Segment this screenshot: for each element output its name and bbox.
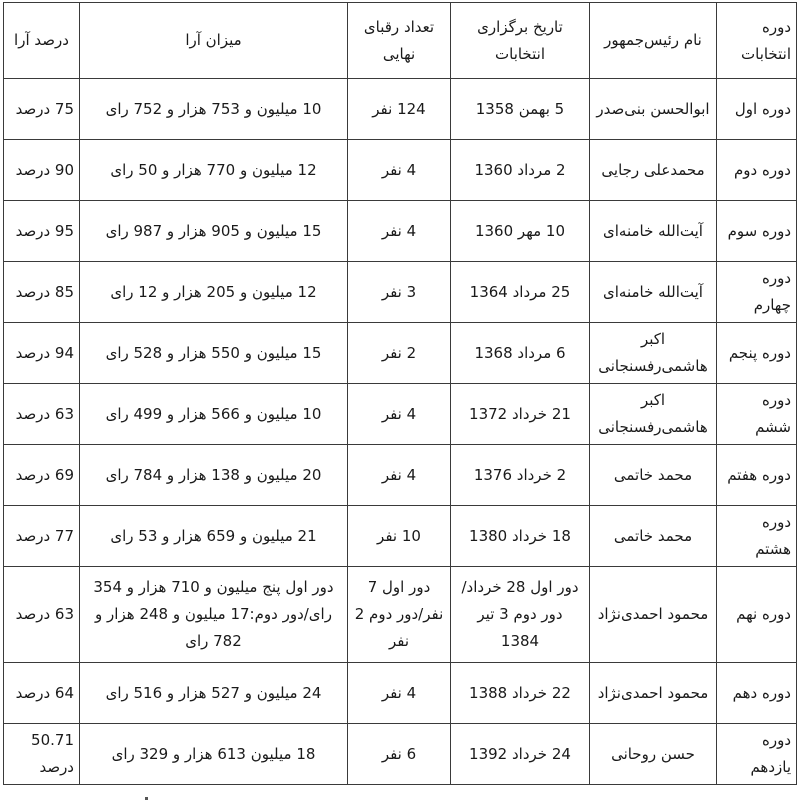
cell-date: دور اول 28 خرداد/دور دوم 3 تیر 1384 [451, 567, 590, 663]
cell-percent: 85 درصد [4, 262, 80, 323]
cell-votes: 20 میلیون و 138 هزار و 784 رای [80, 445, 348, 506]
cell-votes: 15 میلیون و 905 هزار و 987 رای [80, 201, 348, 262]
table-row [4, 201, 797, 262]
cell-percent: 64 درصد [4, 663, 80, 724]
cell-rivals: 3 نفر [348, 262, 451, 323]
table-row [4, 323, 797, 384]
table-row [4, 384, 797, 445]
table-row [4, 140, 797, 201]
cell-votes: 12 میلیون و 770 هزار و 50 رای [80, 140, 348, 201]
cell-president: محمد خاتمی [590, 506, 717, 567]
cell-term: دوره ششم [717, 384, 797, 445]
cell-rivals: 4 نفر [348, 140, 451, 201]
cell-percent: 63 درصد [4, 567, 80, 663]
cell-percent: 77 درصد [4, 506, 80, 567]
cell-rivals: 4 نفر [348, 384, 451, 445]
cell-votes: 21 میلیون و 659 هزار و 53 رای [80, 506, 348, 567]
header-date: تاریخ برگزاری انتخابات [451, 3, 590, 79]
cell-percent: 50.71 درصد [4, 724, 80, 785]
cell-date: 25 مرداد 1364 [451, 262, 590, 323]
cell-votes: 10 میلیون و 566 هزار و 499 رای [80, 384, 348, 445]
cell-percent: 90 درصد [4, 140, 80, 201]
cell-rivals: 10 نفر [348, 506, 451, 567]
cell-date: 6 مرداد 1368 [451, 323, 590, 384]
table-row [4, 445, 797, 506]
header-term: دوره انتخابات [717, 3, 797, 79]
table-row [4, 567, 797, 663]
cell-rivals: 4 نفر [348, 663, 451, 724]
cell-votes: 15 میلیون و 550 هزار و 528 رای [80, 323, 348, 384]
header-rivals: تعداد رقبای نهایی [348, 3, 451, 79]
cell-percent: 69 درصد [4, 445, 80, 506]
cell-president: محمود احمدی‌نژاد [590, 663, 717, 724]
cell-term: دوره اول [717, 79, 797, 140]
cell-rivals: 4 نفر [348, 445, 451, 506]
cell-percent: 94 درصد [4, 323, 80, 384]
cell-president: آیت‌الله خامنه‌ای [590, 262, 717, 323]
cell-president: اکبر هاشمی‌رفسنجانی [590, 323, 717, 384]
table-row [4, 724, 797, 785]
cell-rivals: 2 نفر [348, 323, 451, 384]
header-percent: درصد آرا [4, 3, 80, 79]
cell-rivals: 6 نفر [348, 724, 451, 785]
cell-term: دوره هفتم [717, 445, 797, 506]
cell-term: دوره دوم [717, 140, 797, 201]
table-row [4, 663, 797, 724]
cell-votes: 12 میلیون و 205 هزار و 12 رای [80, 262, 348, 323]
cell-president: ابوالحسن بنی‌صدر [590, 79, 717, 140]
cell-date: 21 خرداد 1372 [451, 384, 590, 445]
cell-president: محمود احمدی‌نژاد [590, 567, 717, 663]
cell-date: 10 مهر 1360 [451, 201, 590, 262]
cell-president: محمدعلی رجایی [590, 140, 717, 201]
cell-date: 2 مرداد 1360 [451, 140, 590, 201]
cell-percent: 95 درصد [4, 201, 80, 262]
cell-term: دوره چهارم [717, 262, 797, 323]
cell-votes: 10 میلیون و 753 هزار و 752 رای [80, 79, 348, 140]
cell-percent: 75 درصد [4, 79, 80, 140]
cell-president: اکبر هاشمی‌رفسنجانی [590, 384, 717, 445]
table-row [4, 79, 797, 140]
cell-votes: دور اول پنج میلیون و 710 هزار و 354 رای/دور دوم:17 میلیون و 248 هزار و 782 رای [80, 567, 348, 663]
cell-date: 18 خرداد 1380 [451, 506, 590, 567]
cell-term: دوره سوم [717, 201, 797, 262]
table-row [4, 506, 797, 567]
header-votes: میزان آرا [80, 3, 348, 79]
cell-votes: 24 میلیون و 527 هزار و 516 رای [80, 663, 348, 724]
cell-president: محمد خاتمی [590, 445, 717, 506]
cell-president: آیت‌الله خامنه‌ای [590, 201, 717, 262]
elections-table [3, 2, 797, 785]
cell-term: دوره دهم [717, 663, 797, 724]
cell-rivals: 4 نفر [348, 201, 451, 262]
cell-rivals: دور اول 7 نفر/دور دوم 2 نفر [348, 567, 451, 663]
cell-president: حسن روحانی [590, 724, 717, 785]
header-president: نام رئیس‌جمهور [590, 3, 717, 79]
table-row [4, 262, 797, 323]
cell-term: دوره هشتم [717, 506, 797, 567]
cell-term: دوره پنجم [717, 323, 797, 384]
cell-date: 5 بهمن 1358 [451, 79, 590, 140]
cell-date: 24 خرداد 1392 [451, 724, 590, 785]
cell-percent: 63 درصد [4, 384, 80, 445]
cell-rivals: 124 نفر [348, 79, 451, 140]
cell-term: دوره نهم [717, 567, 797, 663]
cell-votes: 18 میلیون 613 هزار و 329 رای [80, 724, 348, 785]
cell-date: 22 خرداد 1388 [451, 663, 590, 724]
cell-term: دوره یازدهم [717, 724, 797, 785]
table-header-row [4, 3, 797, 79]
cell-date: 2 خرداد 1376 [451, 445, 590, 506]
